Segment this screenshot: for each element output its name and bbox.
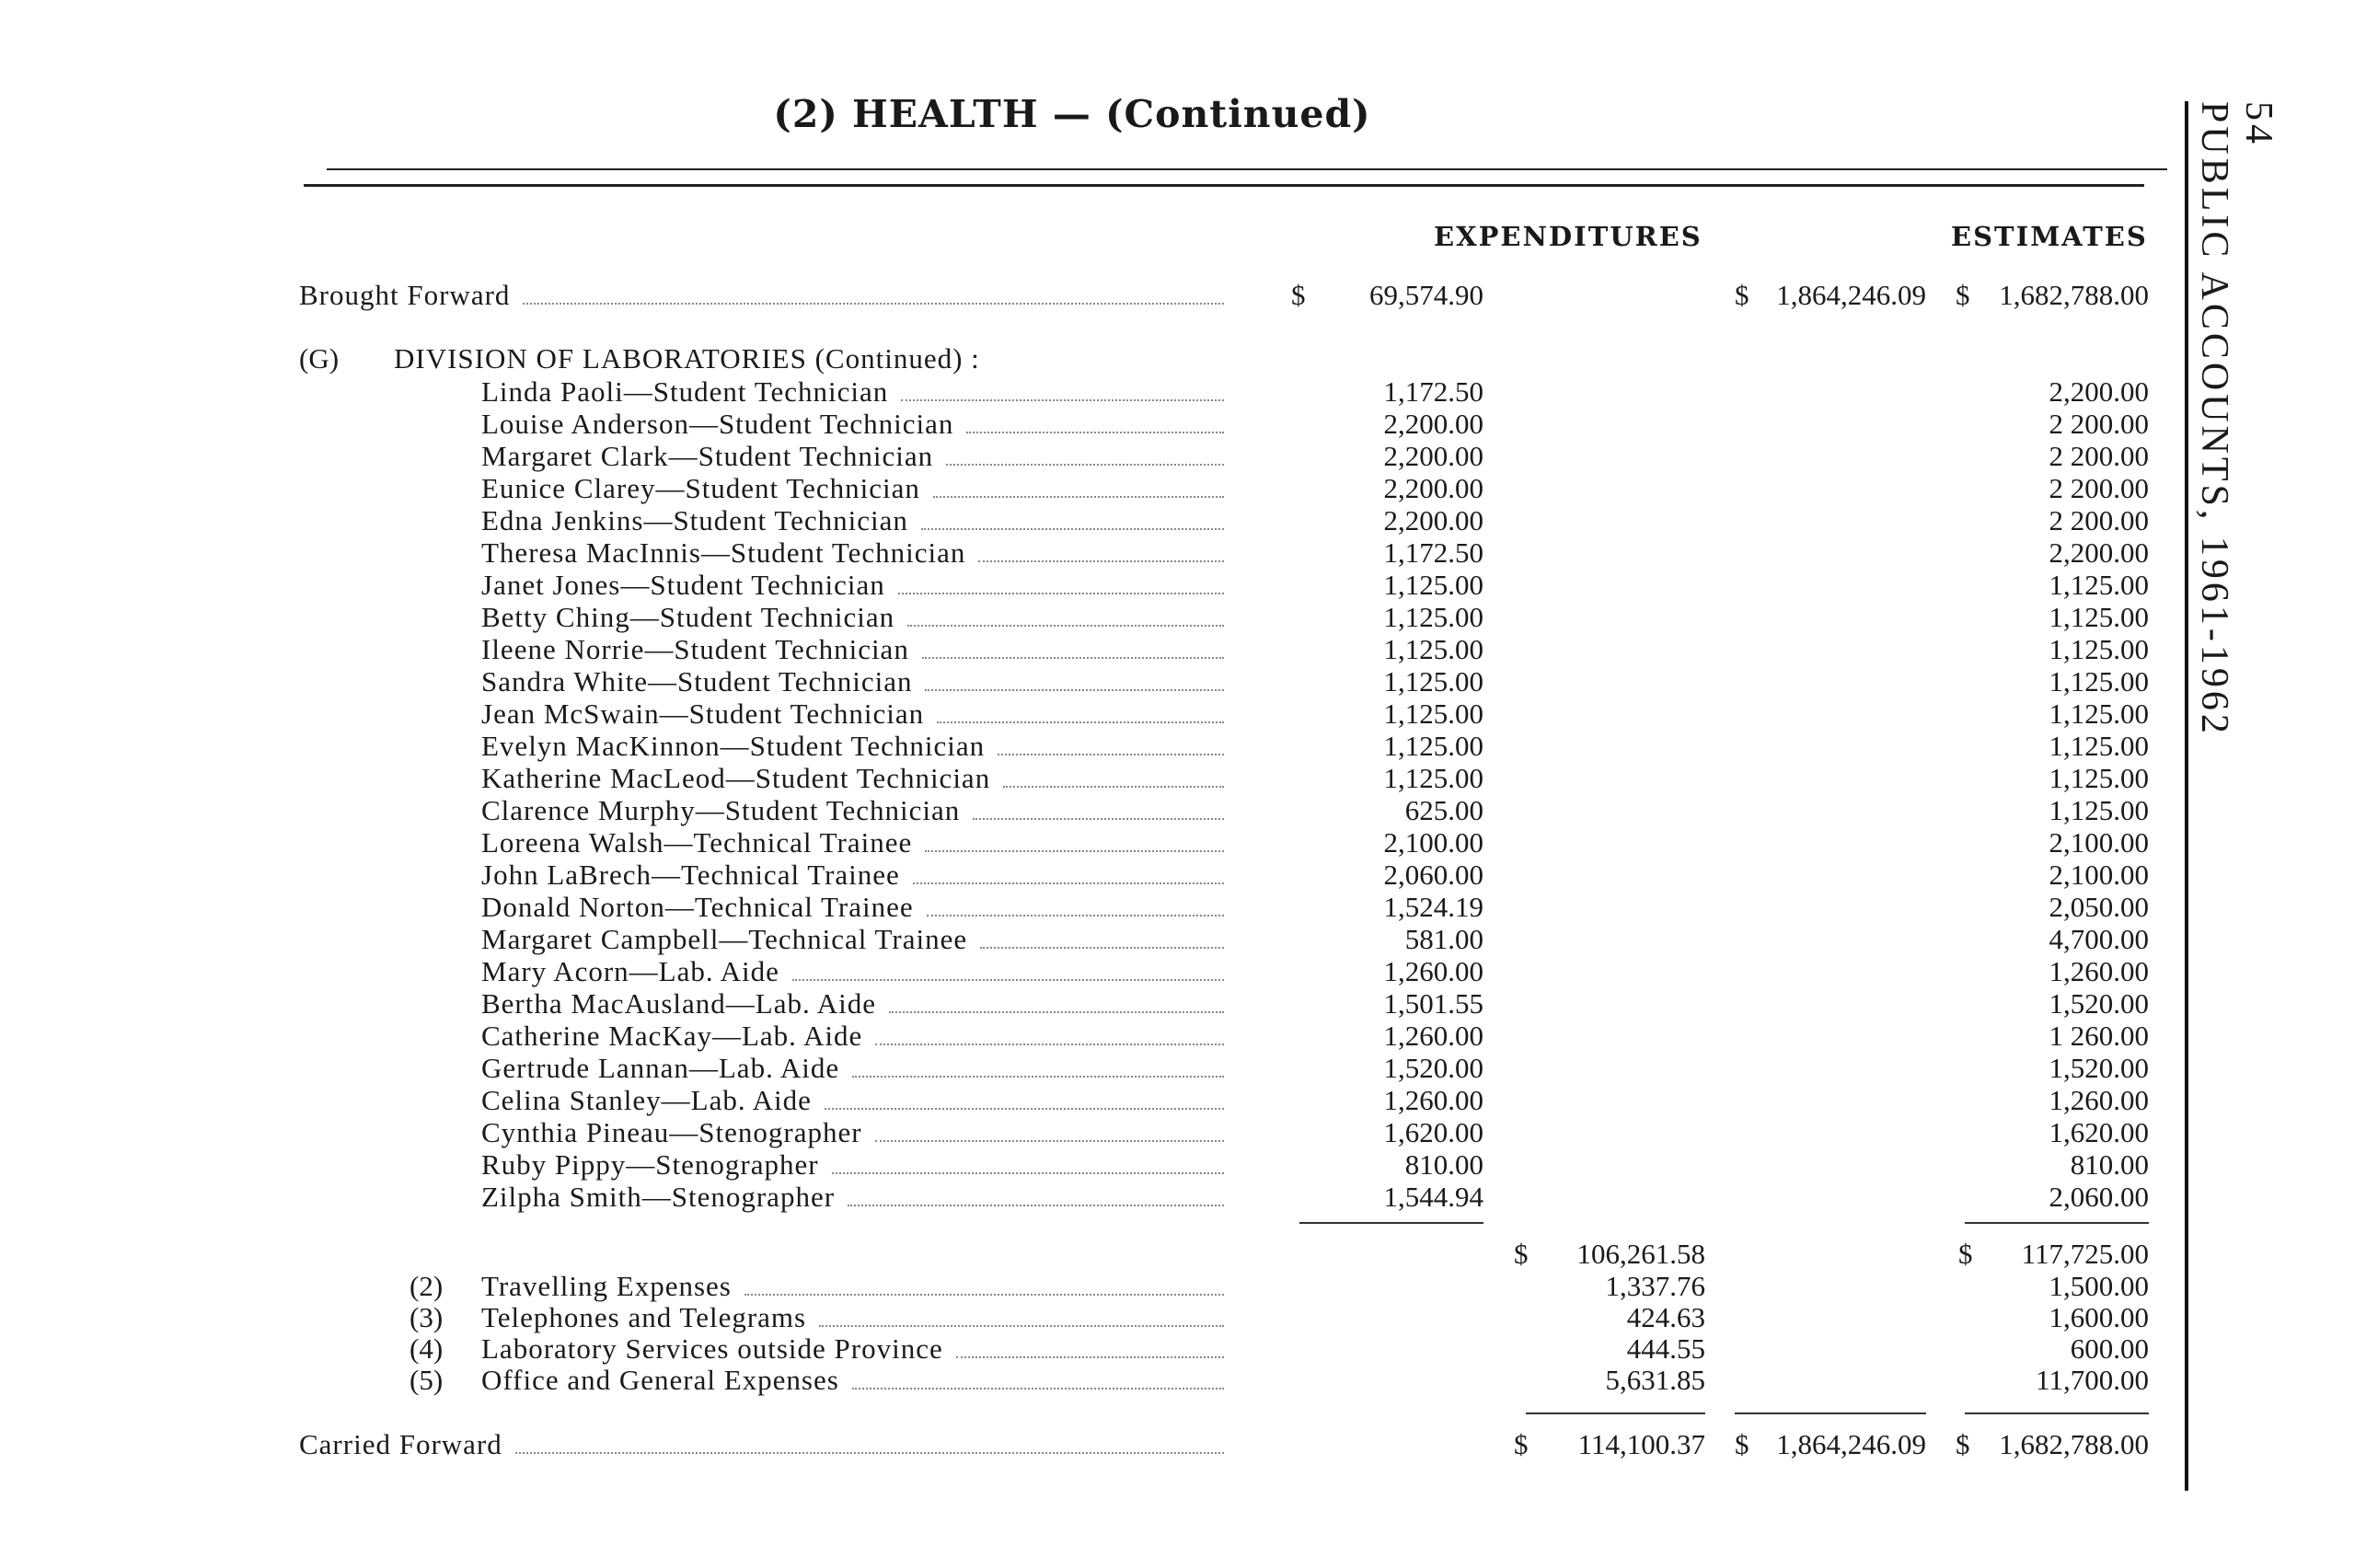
leader-dots xyxy=(966,432,1224,433)
leader-dots xyxy=(852,1076,1224,1078)
expense-name: Telephones and Telegrams xyxy=(481,1301,807,1333)
expense-estimate: 1,500.00 xyxy=(2049,1270,2149,1302)
staff-name: Ruby Pippy—Stenographer xyxy=(481,1148,819,1181)
staff-expenditure: 1,520.00 xyxy=(1383,1052,1483,1084)
dollar-sign: $ xyxy=(1956,279,1970,311)
staff-estimate: 2 200.00 xyxy=(2049,408,2149,440)
leader-dots xyxy=(819,1325,1224,1327)
expense-expenditure: 424.63 xyxy=(1626,1301,1705,1333)
staff-name: Eunice Clarey—Student Technician xyxy=(481,472,920,504)
staff-name: Celina Stanley—Lab. Aide xyxy=(481,1084,812,1116)
staff-expenditure: 2,100.00 xyxy=(1383,826,1483,859)
staff-expenditure: 1,524.19 xyxy=(1383,891,1483,923)
total-expenditure-rule xyxy=(1735,1412,1926,1414)
staff-name: Donald Norton—Technical Trainee xyxy=(481,891,914,923)
expense-row xyxy=(0,1332,2209,1365)
staff-estimate: 2 200.00 xyxy=(2049,504,2149,536)
staff-row xyxy=(0,1052,2209,1084)
leader-dots xyxy=(832,1172,1224,1174)
staff-expenditure: 1,125.00 xyxy=(1383,601,1483,633)
staff-expenditure: 1,260.00 xyxy=(1383,1020,1483,1052)
staff-expenditure: 1,620.00 xyxy=(1383,1116,1483,1148)
staff-estimate: 4,700.00 xyxy=(2049,923,2149,955)
leader-dots xyxy=(848,1205,1224,1206)
leader-dots xyxy=(825,1108,1224,1110)
brought-forward-expenditure: 69,574.90 xyxy=(1369,279,1483,311)
column-header-expenditures: EXPENDITURES xyxy=(1434,221,1702,252)
column-header-estimates: ESTIMATES xyxy=(1951,221,2148,252)
dollar-sign: $ xyxy=(1735,1428,1749,1460)
staff-estimate: 2 200.00 xyxy=(2049,472,2149,504)
expense-code: (3) xyxy=(410,1301,444,1333)
staff-row xyxy=(0,375,2209,408)
staff-row xyxy=(0,730,2209,762)
estimate-total-rule xyxy=(1965,1412,2149,1414)
carried-forward-expenditure: 114,100.37 xyxy=(1577,1428,1705,1460)
staff-row xyxy=(0,698,2209,730)
staff-name: Jean McSwain—Student Technician xyxy=(481,698,925,730)
staff-expenditure: 1,544.94 xyxy=(1383,1181,1483,1213)
staff-row xyxy=(0,440,2209,472)
staff-expenditure: 1,172.50 xyxy=(1383,536,1483,569)
leader-dots xyxy=(744,1294,1224,1296)
staff-name: Gertrude Lannan—Lab. Aide xyxy=(481,1052,840,1084)
staff-name: Janet Jones—Student Technician xyxy=(481,569,885,601)
staff-name: Mary Acorn—Lab. Aide xyxy=(481,955,779,987)
header-rule-top xyxy=(327,168,2167,170)
staff-name: Loreena Walsh—Technical Trainee xyxy=(481,826,913,859)
staff-row xyxy=(0,1020,2209,1052)
staff-name: Margaret Campbell—Technical Trainee xyxy=(481,923,968,955)
dollar-sign: $ xyxy=(1958,1238,1973,1270)
staff-name: Evelyn MacKinnon—Student Technician xyxy=(481,730,986,762)
staff-expenditure: 2,200.00 xyxy=(1383,408,1483,440)
staff-name: Linda Paoli—Student Technician xyxy=(481,375,889,408)
dollar-sign: $ xyxy=(1956,1428,1970,1460)
staff-row xyxy=(0,1148,2209,1181)
staff-estimate: 2,060.00 xyxy=(2049,1181,2149,1213)
dollar-sign: $ xyxy=(1514,1238,1529,1270)
expense-name: Office and General Expenses xyxy=(481,1364,839,1396)
leader-dots xyxy=(1003,786,1224,788)
subtotal-expenditure: 106,261.58 xyxy=(1576,1238,1705,1270)
leader-dots xyxy=(946,464,1224,466)
leader-dots xyxy=(937,721,1224,723)
staff-name: Zilpha Smith—Stenographer xyxy=(481,1181,836,1213)
staff-name: Katherine MacLeod—Student Technician xyxy=(481,762,991,794)
expense-expenditure: 1,337.76 xyxy=(1605,1270,1705,1302)
staff-row xyxy=(0,987,2209,1020)
staff-expenditure: 2,200.00 xyxy=(1383,504,1483,536)
staff-row xyxy=(0,601,2209,633)
staff-expenditure: 810.00 xyxy=(1404,1148,1483,1181)
staff-estimate: 1,125.00 xyxy=(2049,698,2149,730)
leader-dots xyxy=(933,496,1224,498)
leader-dots xyxy=(922,657,1224,659)
staff-expenditure: 2,200.00 xyxy=(1383,472,1483,504)
staff-name: Bertha MacAusland—Lab. Aide xyxy=(481,987,877,1020)
staff-estimate: 1,620.00 xyxy=(2049,1116,2149,1148)
staff-estimate: 1,125.00 xyxy=(2049,633,2149,665)
staff-name: Edna Jenkins—Student Technician xyxy=(481,504,908,536)
expense-row xyxy=(0,1364,2209,1396)
expense-estimate: 11,700.00 xyxy=(2036,1364,2149,1396)
carried-forward-estimate: 1,682,788.00 xyxy=(1999,1428,2149,1460)
carried-forward-label: Carried Forward xyxy=(299,1428,502,1460)
expense-code: (2) xyxy=(410,1270,444,1302)
leader-dots xyxy=(889,1011,1224,1013)
staff-estimate: 1,125.00 xyxy=(2049,762,2149,794)
leader-dots xyxy=(898,593,1224,594)
expense-code: (4) xyxy=(410,1332,444,1365)
leader-dots xyxy=(852,1388,1224,1389)
staff-row xyxy=(0,1181,2209,1213)
expense-estimate: 600.00 xyxy=(2070,1332,2149,1365)
staff-estimate: 2,200.00 xyxy=(2049,536,2149,569)
staff-row xyxy=(0,923,2209,955)
leader-dots xyxy=(515,1452,1224,1454)
staff-expenditure: 2,060.00 xyxy=(1383,859,1483,891)
leader-dots xyxy=(973,818,1224,820)
leader-dots xyxy=(901,399,1224,401)
leader-dots xyxy=(907,625,1224,627)
leader-dots xyxy=(978,560,1224,562)
staff-expenditure: 1,260.00 xyxy=(1383,955,1483,987)
staff-row xyxy=(0,472,2209,504)
subtotal-row xyxy=(0,1238,2209,1270)
staff-estimate: 2,100.00 xyxy=(2049,859,2149,891)
carried-forward-row xyxy=(0,1428,2209,1460)
staff-name: Theresa MacInnis—Student Technician xyxy=(481,536,966,569)
leader-dots xyxy=(925,850,1224,852)
staff-estimate: 1,260.00 xyxy=(2049,1084,2149,1116)
staff-row xyxy=(0,826,2209,859)
staff-expenditure: 1,125.00 xyxy=(1383,730,1483,762)
staff-row xyxy=(0,633,2209,665)
staff-row xyxy=(0,955,2209,987)
leader-dots xyxy=(980,947,1224,949)
expense-row xyxy=(0,1270,2209,1302)
expense-name: Laboratory Services outside Province xyxy=(481,1332,943,1365)
staff-estimate: 1 260.00 xyxy=(2049,1020,2149,1052)
staff-row xyxy=(0,408,2209,440)
staff-row xyxy=(0,665,2209,698)
leader-dots xyxy=(875,1140,1224,1142)
staff-expenditure: 1,125.00 xyxy=(1383,665,1483,698)
leader-dots xyxy=(523,303,1224,305)
division-heading xyxy=(0,342,2209,375)
staff-estimate: 2,200.00 xyxy=(2049,375,2149,408)
staff-expenditure: 2,200.00 xyxy=(1383,440,1483,472)
leader-dots xyxy=(921,528,1224,530)
page-title: (2) HEALTH — (Continued) xyxy=(773,92,1371,136)
expense-name: Travelling Expenses xyxy=(481,1270,732,1302)
dollar-sign: $ xyxy=(1514,1428,1529,1460)
brought-forward-label: Brought Forward xyxy=(299,279,511,311)
staff-name: Ileene Norrie—Student Technician xyxy=(481,633,909,665)
brought-forward-row xyxy=(0,279,2209,311)
staff-name: Betty Ching—Student Technician xyxy=(481,601,895,633)
staff-row xyxy=(0,536,2209,569)
staff-expenditure: 1,125.00 xyxy=(1383,569,1483,601)
staff-expenditure: 1,125.00 xyxy=(1383,633,1483,665)
carried-forward-total-expenditure: 1,864,246.09 xyxy=(1776,1428,1926,1460)
staff-estimate: 2,100.00 xyxy=(2049,826,2149,859)
staff-estimate: 1,125.00 xyxy=(2049,794,2149,826)
staff-row xyxy=(0,569,2209,601)
division-label: DIVISION OF LABORATORIES (Continued) : xyxy=(394,342,980,375)
staff-expenditure: 625.00 xyxy=(1404,794,1483,826)
leader-dots xyxy=(913,882,1224,884)
expense-expenditure: 5,631.85 xyxy=(1605,1364,1705,1396)
expense-estimate: 1,600.00 xyxy=(2049,1301,2149,1333)
staff-estimate: 1,260.00 xyxy=(2049,955,2149,987)
staff-estimate: 1,520.00 xyxy=(2049,1052,2149,1084)
staff-estimate: 2,050.00 xyxy=(2049,891,2149,923)
staff-estimate: 1,125.00 xyxy=(2049,601,2149,633)
staff-estimate: 1,125.00 xyxy=(2049,665,2149,698)
staff-name: John LaBrech—Technical Trainee xyxy=(481,859,900,891)
staff-expenditure: 1,125.00 xyxy=(1383,698,1483,730)
page-number: 54 xyxy=(2237,101,2279,147)
expense-expenditure: 444.55 xyxy=(1626,1332,1705,1365)
header-rule-bottom xyxy=(304,184,2144,187)
leader-dots xyxy=(956,1356,1224,1358)
staff-name: Sandra White—Student Technician xyxy=(481,665,913,698)
side-title: PUBLIC ACCOUNTS, 1961-1962 xyxy=(2193,101,2235,737)
staff-row xyxy=(0,504,2209,536)
staff-name: Cynthia Pineau—Stenographer xyxy=(481,1116,862,1148)
estimate-subtotal-rule xyxy=(1965,1222,2149,1224)
staff-row xyxy=(0,794,2209,826)
staff-estimate: 2 200.00 xyxy=(2049,440,2149,472)
staff-row xyxy=(0,891,2209,923)
staff-name: Clarence Murphy—Student Technician xyxy=(481,794,961,826)
staff-name: Catherine MacKay—Lab. Aide xyxy=(481,1020,863,1052)
staff-expenditure: 1,125.00 xyxy=(1383,762,1483,794)
expenditure-subtotal-rule xyxy=(1299,1222,1483,1224)
leader-dots xyxy=(925,689,1224,691)
brought-forward-estimate: 1,682,788.00 xyxy=(1999,279,2149,311)
staff-name: Margaret Clark—Student Technician xyxy=(481,440,934,472)
staff-row xyxy=(0,1084,2209,1116)
dollar-sign: $ xyxy=(1291,279,1306,311)
staff-expenditure: 1,172.50 xyxy=(1383,375,1483,408)
staff-estimate: 1,125.00 xyxy=(2049,569,2149,601)
staff-estimate: 810.00 xyxy=(2070,1148,2149,1181)
staff-expenditure: 1,260.00 xyxy=(1383,1084,1483,1116)
staff-estimate: 1,520.00 xyxy=(2049,987,2149,1020)
division-code: (G) xyxy=(299,342,340,375)
staff-row xyxy=(0,859,2209,891)
leader-dots xyxy=(998,754,1224,755)
subtotal-estimate: 117,725.00 xyxy=(2021,1238,2149,1270)
staff-name: Louise Anderson—Student Technician xyxy=(481,408,954,440)
staff-expenditure: 581.00 xyxy=(1404,923,1483,955)
leader-dots xyxy=(927,915,1224,917)
expenditure-total-rule xyxy=(1526,1412,1705,1414)
expense-row xyxy=(0,1301,2209,1333)
leader-dots xyxy=(792,979,1224,981)
staff-row xyxy=(0,762,2209,794)
staff-expenditure: 1,501.55 xyxy=(1383,987,1483,1020)
staff-row xyxy=(0,1116,2209,1148)
expense-code: (5) xyxy=(410,1364,444,1396)
staff-estimate: 1,125.00 xyxy=(2049,730,2149,762)
leader-dots xyxy=(875,1043,1224,1045)
dollar-sign: $ xyxy=(1735,279,1749,311)
brought-forward-total-expenditure: 1,864,246.09 xyxy=(1776,279,1926,311)
side-header xyxy=(2193,101,2280,1537)
